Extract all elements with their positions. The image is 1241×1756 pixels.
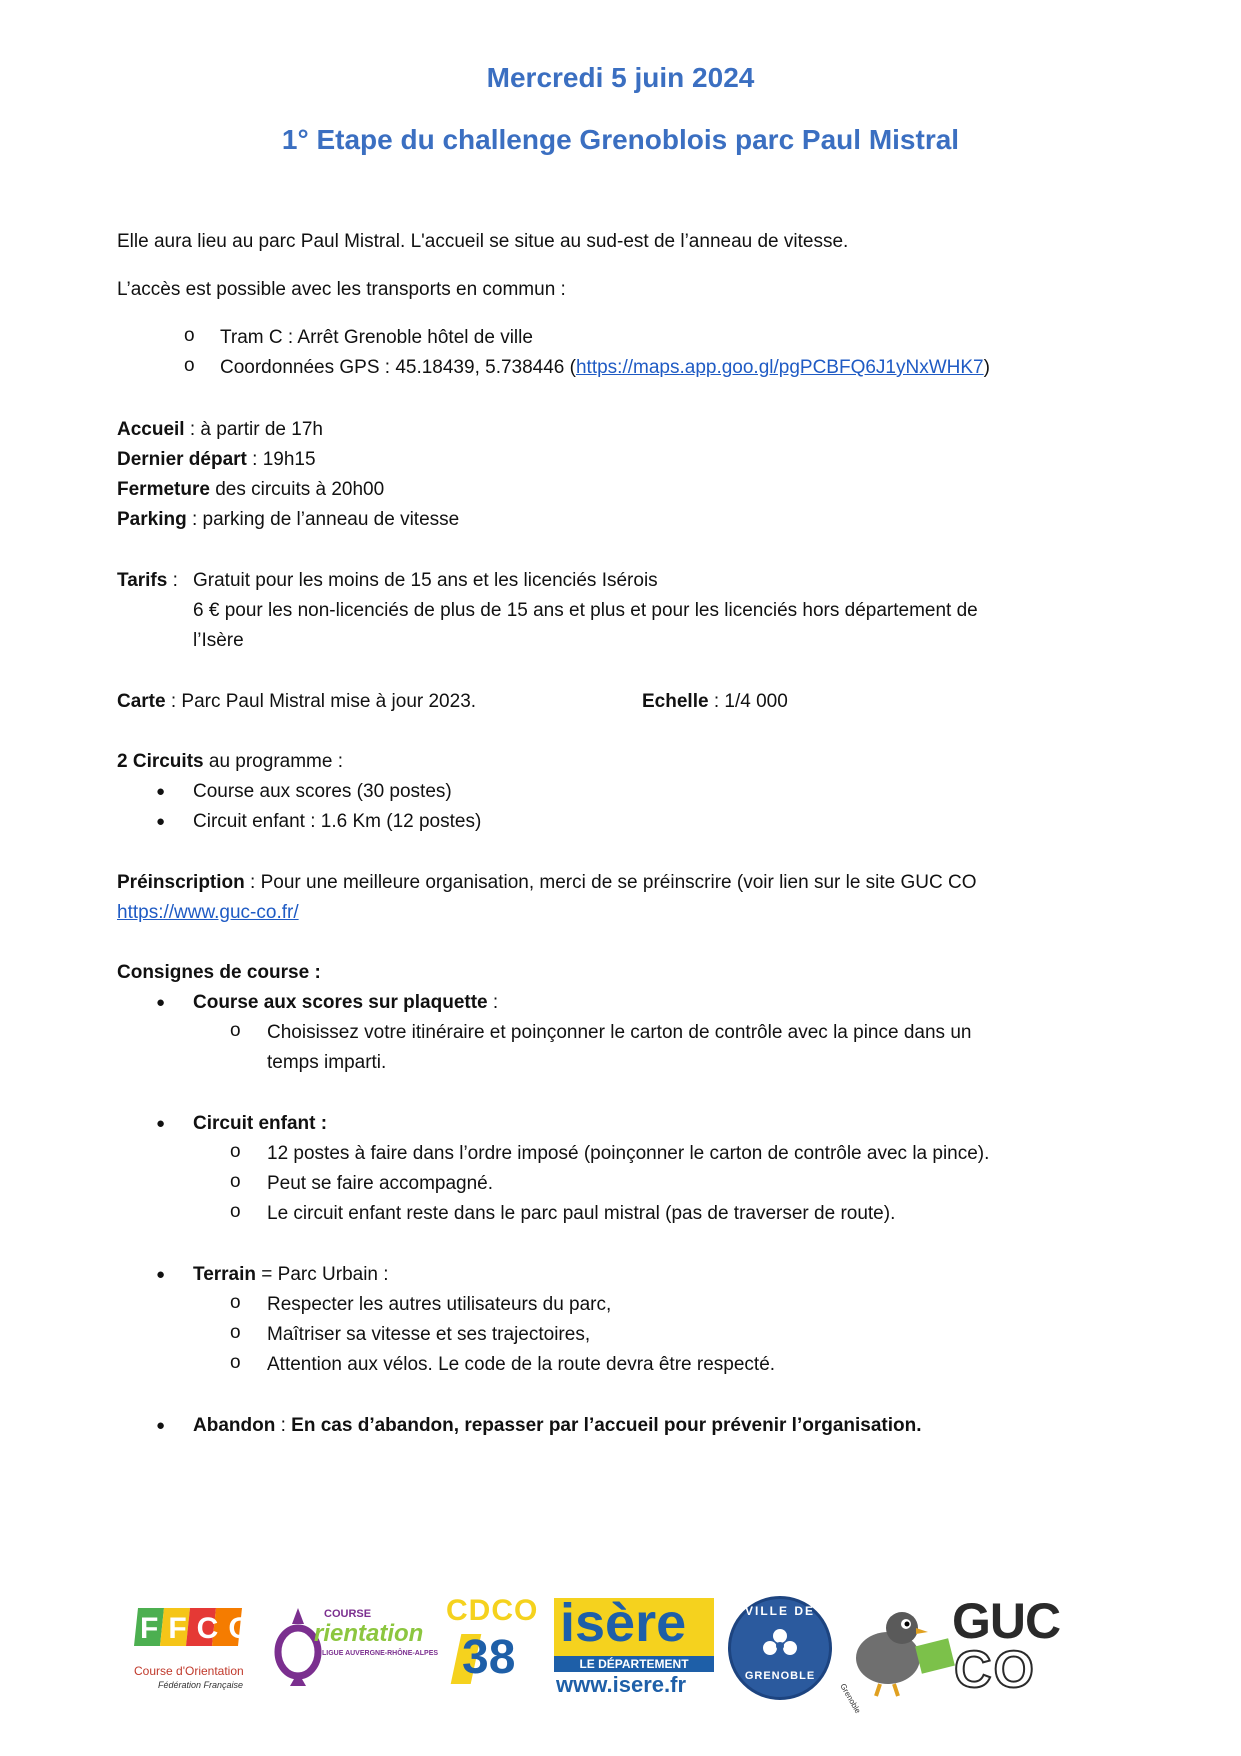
echelle-label: Echelle bbox=[642, 691, 709, 712]
score-item-continued: temps imparti. bbox=[267, 1052, 387, 1073]
tram-info: Tram C : Arrêt Grenoble hôtel de ville bbox=[220, 327, 533, 348]
circle-bullet-icon: o bbox=[184, 355, 195, 376]
course-orientation-logo bbox=[268, 1598, 446, 1698]
abandon-value: En cas d’abandon, repasser par l’accueil pour prévenir l’organisation. bbox=[291, 1415, 922, 1436]
preinscription-label: Préinscription bbox=[117, 872, 245, 893]
echelle-line bbox=[642, 690, 788, 714]
gps-prefix: Coordonnées GPS : 45.18439, 5.738446 ( bbox=[220, 357, 576, 378]
echelle-value: : 1/4 000 bbox=[708, 691, 788, 712]
terrain-label: Terrain bbox=[193, 1264, 257, 1285]
terrain-value: = Parc Urbain : bbox=[256, 1264, 389, 1285]
intro-lieu: Elle aura lieu au parc Paul Mistral. L'accueil se situe au sud-est de l’anneau de vitesse. bbox=[117, 231, 849, 252]
enfant-item: 12 postes à faire dans l’ordre imposé (poinçonner le carton de contrôle avec la pince). bbox=[267, 1143, 990, 1164]
preinscription-value: : Pour une meilleure organisation, merci de se préinscrire (voir lien sur le site GUC CO bbox=[244, 872, 977, 893]
carte-value: : Parc Paul Mistral mise à jour 2023. bbox=[165, 691, 477, 712]
consignes-title: Consignes de course : bbox=[117, 962, 321, 983]
grenoble-small-label: Grenoble bbox=[838, 1682, 863, 1716]
grenoble-label: GRENOBLE bbox=[744, 1670, 816, 1682]
abandon-line bbox=[193, 1414, 922, 1438]
flower-icon bbox=[760, 1626, 800, 1666]
bullet-icon: ● bbox=[156, 1266, 166, 1283]
enfant-item: Peut se faire accompagné. bbox=[267, 1173, 494, 1194]
tarifs-line-3: l’Isère bbox=[193, 630, 244, 651]
accueil-value: : à partir de 17h bbox=[184, 419, 323, 440]
score-sep: : bbox=[487, 992, 499, 1013]
fermeture-value: des circuits à 20h00 bbox=[209, 479, 385, 500]
circle-bullet-icon: o bbox=[230, 1171, 241, 1192]
dernier-depart-value: : 19h15 bbox=[246, 449, 316, 470]
terrain-item: Respecter les autres utilisateurs du parc, bbox=[267, 1294, 612, 1315]
document-title: 1° Etape du challenge Grenoblois parc Paul Mistral bbox=[281, 124, 960, 155]
ffco-caption: Course d'Orientation bbox=[134, 1664, 244, 1678]
tarifs-label: Tarifs bbox=[117, 570, 168, 591]
score-heading bbox=[193, 991, 498, 1015]
circle-bullet-icon: o bbox=[230, 1292, 241, 1313]
gps-map-link[interactable]: https://maps.app.goo.gl/pgPCBFQ6J1yNxWHK7 bbox=[575, 357, 984, 378]
fermeture-line bbox=[117, 478, 384, 502]
circuit-item: Course aux scores (30 postes) bbox=[193, 781, 452, 802]
gps-suffix: ) bbox=[983, 357, 990, 378]
isere-departement: LE DÉPARTEMENT bbox=[554, 1656, 714, 1672]
circuits-line bbox=[117, 750, 343, 774]
course-small-label: COURSE bbox=[324, 1608, 372, 1620]
guc-co-logo bbox=[838, 1593, 1080, 1716]
preinscription-line bbox=[117, 871, 977, 895]
parking-value: : parking de l’anneau de vitesse bbox=[186, 509, 460, 530]
bullet-icon: ● bbox=[156, 994, 166, 1011]
circle-bullet-icon: o bbox=[230, 1322, 241, 1343]
score-label: Course aux scores sur plaquette bbox=[193, 992, 488, 1013]
cdco-label: CDCO bbox=[446, 1594, 539, 1627]
pigeon-mascot-icon bbox=[840, 1602, 960, 1698]
dernier-depart-label: Dernier départ bbox=[117, 449, 247, 470]
tarifs-label-line bbox=[117, 569, 178, 593]
bullet-icon: ● bbox=[156, 813, 166, 830]
document-date: Mercredi 5 juin 2024 bbox=[486, 62, 755, 93]
guc-co-website-link[interactable]: https://www.guc-co.fr/ bbox=[117, 902, 299, 923]
ville-label: VILLE DE bbox=[744, 1604, 815, 1618]
accueil-label: Accueil bbox=[117, 419, 185, 440]
gps-info bbox=[220, 356, 990, 380]
circuit-item: Circuit enfant : 1.6 Km (12 postes) bbox=[193, 811, 482, 832]
dernier-depart-line bbox=[117, 448, 316, 472]
enfant-item: Le circuit enfant reste dans le parc paul mistral (pas de traverser de route). bbox=[267, 1203, 896, 1224]
orientation-wordmark: rientation bbox=[314, 1620, 424, 1647]
bullet-icon: ● bbox=[156, 783, 166, 800]
guc-wordmark: GUC bbox=[952, 1593, 1061, 1649]
parking-label: Parking bbox=[117, 509, 187, 530]
isere-url: www.isere.fr bbox=[556, 1672, 687, 1697]
carte-label: Carte bbox=[117, 691, 166, 712]
co-wordmark: CO bbox=[954, 1641, 1036, 1699]
ffco-logo bbox=[128, 1600, 262, 1700]
ligue-label: LIGUE AUVERGNE-RHÔNE-ALPES bbox=[322, 1650, 439, 1657]
cdco38-logo bbox=[446, 1594, 538, 1698]
intro-acces: L’accès est possible avec les transports en commun : bbox=[117, 279, 566, 300]
abandon-label: Abandon bbox=[193, 1415, 276, 1436]
tarifs-line-1: Gratuit pour les moins de 15 ans et les licenciés Isérois bbox=[193, 570, 658, 591]
isere-wordmark: isère bbox=[560, 1593, 687, 1653]
circle-bullet-icon: o bbox=[230, 1020, 241, 1041]
accueil-line bbox=[117, 418, 323, 442]
circle-bullet-icon: o bbox=[230, 1201, 241, 1222]
terrain-item: Maîtriser sa vitesse et ses trajectoires, bbox=[267, 1324, 591, 1345]
tarifs-line-2: 6 € pour les non-licenciés de plus de 15 ans et plus et pour les licenciés hors département de bbox=[193, 600, 978, 621]
fermeture-label: Fermeture bbox=[117, 479, 210, 500]
circuits-value: au programme : bbox=[203, 751, 343, 772]
cdco-number: 38 bbox=[462, 1631, 516, 1684]
score-item: Choisissez votre itinéraire et poinçonner le carton de contrôle avec la pince dans un bbox=[267, 1022, 972, 1043]
terrain-item: Attention aux vélos. Le code de la route devra être respecté. bbox=[267, 1354, 776, 1375]
circle-bullet-icon: o bbox=[184, 325, 195, 346]
circuits-label: 2 Circuits bbox=[117, 751, 204, 772]
bullet-icon: ● bbox=[156, 1417, 166, 1434]
terrain-heading bbox=[193, 1263, 389, 1287]
bullet-icon: ● bbox=[156, 1115, 166, 1132]
ffco-subcaption: Fédération Française bbox=[158, 1680, 244, 1690]
parking-line bbox=[117, 508, 459, 532]
enfant-label: Circuit enfant : bbox=[193, 1113, 328, 1134]
ffco-letters: FFCO bbox=[140, 1612, 262, 1645]
ville-de-grenoble-seal bbox=[728, 1596, 832, 1700]
circle-bullet-icon: o bbox=[230, 1352, 241, 1373]
isere-logo bbox=[554, 1593, 718, 1698]
tarifs-sep: : bbox=[167, 570, 178, 591]
abandon-sep: : bbox=[275, 1415, 292, 1436]
carte-line bbox=[117, 690, 476, 714]
circle-bullet-icon: o bbox=[230, 1141, 241, 1162]
